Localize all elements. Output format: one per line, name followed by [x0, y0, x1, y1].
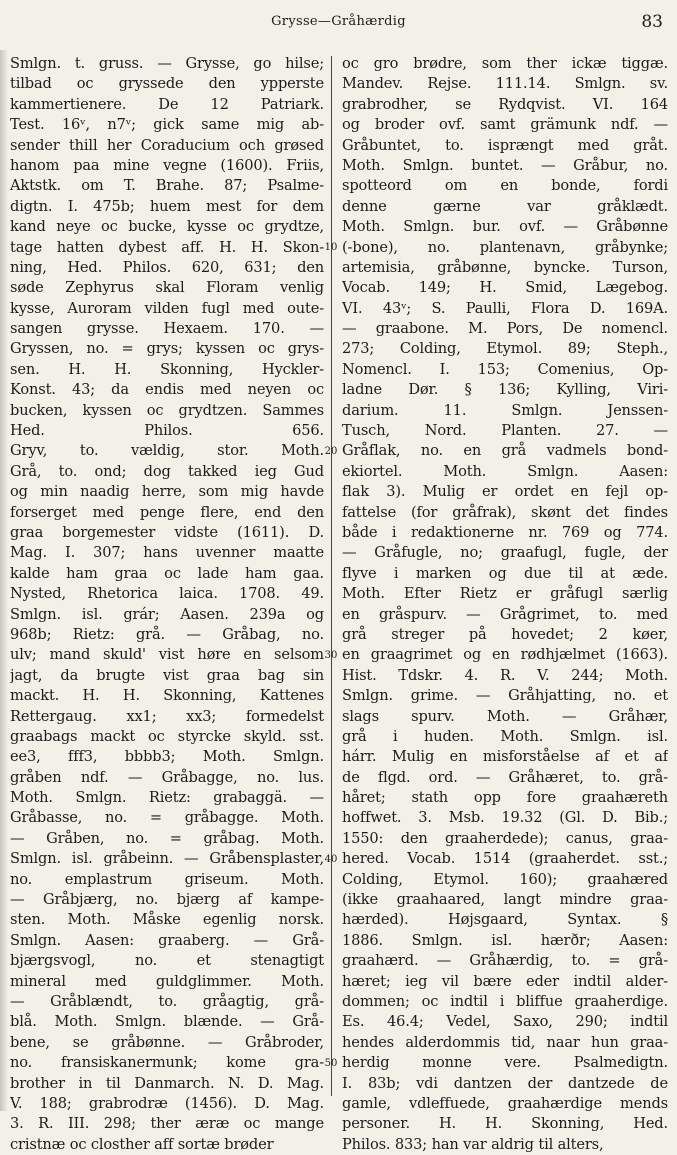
text-line: I. 83b; vdi dantzen der dantzede de: [342, 1074, 668, 1092]
text-line: Gråbasse, no. = gråbagge. Moth.: [10, 809, 324, 827]
text-line: Smlgn. grime. — Gråhjatting, no. et: [342, 687, 668, 705]
text-line: sender thill her Coraducium och grøsed: [10, 136, 324, 154]
text-line: Vocab. 149; H. Smid, Lægebog.: [342, 279, 668, 297]
page-header: [0, 8, 677, 38]
text-line: darium. 11. Smlgn. Jenssen-: [342, 401, 668, 419]
text-line: Moth. Smlgn. buntet. — Gråbur, no.: [342, 156, 668, 174]
text-line: sangen grysse. Hexaem. 170. —: [10, 320, 324, 338]
text-line: søde Zephyrus skal Floram venlig: [10, 279, 324, 297]
text-line: Gryssen, no. = grys; kyssen oc grys-: [10, 340, 324, 358]
running-head: Grysse—Gråhærdig: [271, 14, 406, 29]
text-line: Smlgn. t. gruss. — Grysse, go hilse;: [10, 55, 324, 72]
text-line: flyve i marken og due til at æde.: [342, 564, 668, 582]
text-line: 1550: den graaherdede); canus, graa-: [342, 829, 668, 847]
text-line: Nomencl. I. 153; Comenius, Op-: [342, 360, 668, 378]
text-line: Tusch, Nord. Planten. 27. —: [342, 422, 668, 440]
text-line: gamle, vdleffuede, graahærdige mends: [342, 1094, 668, 1112]
text-line: tage hatten dybest aff. H. H. Skon-: [10, 238, 324, 256]
text-line: ulv; mand skuld' vist høre en selsom: [10, 646, 324, 664]
text-line: no. emplastrum griseum. Moth.: [10, 870, 324, 888]
text-line: digtn. I. 475b; huem mest for dem: [10, 197, 324, 215]
text-line: forserget med penge flere, end den: [10, 503, 324, 521]
text-line: hendes alderdommis tid, naar hun graa-: [342, 1033, 668, 1051]
page-edge-shadow: [0, 50, 8, 1111]
text-line: spotteord om en bonde, fordi: [342, 177, 668, 195]
text-line: og min naadig herre, som mig havde: [10, 483, 324, 501]
text-line: oc gro brødre, som ther ickæ tiggæ.: [342, 55, 668, 72]
text-line: Rettergaug. xx1; xx3; formedelst: [10, 707, 324, 725]
text-line: Konst. 43; da endis med neyen oc: [10, 381, 324, 399]
text-line: hoffwet. 3. Msb. 19.32 (Gl. D. Bib.;: [342, 809, 668, 827]
text-line: Moth. Smlgn. Rietz: grabaggä. —: [10, 789, 324, 807]
right-column: [342, 54, 668, 1155]
text-line: hæret; ieg vil bære eder indtil alder-: [342, 972, 668, 990]
text-line: — Gråben, no. = gråbag. Moth.: [10, 829, 324, 847]
text-line: kammertienere. De 12 Patriark.: [10, 95, 324, 113]
text-line: sten. Moth. Måske egenlig norsk.: [10, 911, 324, 929]
text-line: grå streger på hovedet; 2 køer,: [342, 625, 668, 643]
text-line: Gråbuntet, to. isprængt med gråt.: [342, 136, 668, 154]
text-line: en graagrimet og en rødhjælmet (1663).: [342, 646, 668, 664]
left-column: [10, 54, 324, 1155]
column-rule: [331, 56, 332, 1096]
text-line: grabrodher, se Rydqvist. VI. 164: [342, 95, 668, 113]
text-line: Gråflak, no. en grå vadmels bond-: [342, 442, 668, 460]
text-line: graabags mackt oc styrcke skyld. sst.: [10, 727, 324, 745]
text-line: sen. H. H. Skonning, Hyckler-: [10, 360, 324, 378]
text-line: — graabone. M. Pors, De nomencl.: [342, 320, 668, 338]
text-line: Smlgn. Aasen: graaberg. — Grå-: [10, 931, 324, 949]
text-line: Moth. Smlgn. bur. ovf. — Gråbønne: [342, 218, 668, 236]
text-line: denne gærne var gråklædt.: [342, 197, 668, 215]
text-line: Mandev. Rejse. 111.14. Smlgn. sv.: [342, 75, 668, 93]
text-line: bjærgsvogl, no. et stenagtigt: [10, 952, 324, 970]
text-line: graa borgemester vidste (1611). D.: [10, 523, 324, 541]
line-number: 50: [324, 1057, 338, 1069]
text-line: Nysted, Rhetorica laica. 1708. 49.: [10, 585, 324, 603]
text-line: Test. 16ᵛ, n7ᵛ; gick same mig ab-: [10, 116, 324, 134]
text-line: no. fransiskanermunk; kome gra-: [10, 1054, 324, 1072]
text-line: (ikke graahaared, langt mindre graa-: [342, 891, 668, 909]
text-line: kysse, Auroram vilden fugl med oute-: [10, 299, 324, 317]
text-line: cristnæ oc closther aff sortæ brøder: [10, 1135, 274, 1153]
text-line: flak 3). Mulig er ordet en fejl op-: [342, 483, 668, 501]
line-number: 40: [324, 853, 338, 865]
text-line: hered. Vocab. 1514 (graaherdet. sst.;: [342, 850, 668, 868]
text-line: Grå, to. ond; dog takked ieg Gud: [10, 462, 324, 480]
text-line: ekiortel. Moth. Smlgn. Aasen:: [342, 462, 668, 480]
text-line: bene, se gråbønne. — Gråbroder,: [10, 1033, 324, 1051]
text-line: dommen; oc indtil i bliffue graaherdige.: [342, 992, 668, 1010]
text-line: både i redaktionerne nr. 769 og 774.: [342, 523, 668, 541]
text-line: Gryv, to. vældig, stor. Moth.: [10, 442, 324, 460]
text-line: blå. Moth. Smlgn. blænde. — Grå-: [10, 1013, 324, 1031]
text-line: en gråspurv. — Grågrimet, to. med: [342, 605, 668, 623]
text-line: Moth. Efter Rietz er gråfugl særlig: [342, 585, 668, 603]
text-line: de flgd. ord. — Gråhæret, to. grå-: [342, 768, 668, 786]
text-line: grå i huden. Moth. Smlgn. isl.: [342, 727, 668, 745]
text-line: Smlgn. isl. grár; Aasen. 239a og: [10, 605, 324, 623]
text-line: 273; Colding, Etymol. 89; Steph.,: [342, 340, 668, 358]
text-line: Mag. I. 307; hans uvenner maatte: [10, 544, 324, 562]
line-number: 20: [324, 445, 338, 457]
text-line: mackt. H. H. Skonning, Kattenes: [10, 687, 324, 705]
text-line: artemisia, gråbønne, byncke. Turson,: [342, 258, 668, 276]
text-line: Smlgn. isl. gråbeinn. — Gråbensplaster,: [10, 850, 324, 868]
text-line: kalde ham graa oc lade ham gaa.: [10, 564, 324, 582]
text-line: Colding, Etymol. 160); graahæred: [342, 870, 668, 888]
text-line: kand neye oc bucke, kysse oc grydtze,: [10, 218, 324, 236]
text-line: mineral med guldglimmer. Moth.: [10, 972, 324, 990]
text-line: og broder ovf. samt grämunk ndf. —: [342, 116, 668, 134]
text-line: 968b; Rietz: grå. — Gråbag, no.: [10, 625, 324, 643]
text-line: Philos. 833; han var aldrig til alters,: [342, 1135, 604, 1153]
text-line: — Gråfugle, no; graafugl, fugle, der: [342, 544, 668, 562]
text-line: — Gråbjærg, no. bjærg af kampe-: [10, 891, 324, 909]
text-line: hærded). Højsgaard, Syntax. §: [342, 911, 668, 929]
text-line: Hist. Tdskr. 4. R. V. 244; Moth.: [342, 666, 668, 684]
text-line: tilbad oc gryssede den ypperste: [10, 75, 324, 93]
text-line: brother in til Danmarch. N. D. Mag.: [10, 1074, 324, 1092]
line-number: 30: [324, 649, 338, 661]
text-line: jagt, da brugte vist graa bag sin: [10, 666, 324, 684]
text-line: bucken, kyssen oc grydtzen. Sammes: [10, 401, 324, 419]
text-line: — Gråblændt, to. gråagtig, grå-: [10, 992, 324, 1010]
text-line: ee3, fff3, bbbb3; Moth. Smlgn.: [10, 748, 324, 766]
text-line: håret; stath opp fore graahæreth: [342, 789, 668, 807]
text-line: hárr. Mulig en misforståelse af et af: [342, 748, 668, 766]
text-line: fattelse (for gråfrak), skønt det findes: [342, 503, 668, 521]
text-line: VI. 43ᵛ; S. Paulli, Flora D. 169A.: [342, 299, 668, 317]
text-line: Es. 46.4; Vedel, Saxo, 290; indtil: [342, 1013, 668, 1031]
text-line: gråben ndf. — Gråbagge, no. lus.: [10, 768, 324, 786]
text-line: V. 188; grabrodræ (1456). D. Mag.: [10, 1094, 324, 1112]
text-line: ning, Hed. Philos. 620, 631; den: [10, 258, 324, 276]
text-line: hanom paa mine vegne (1600). Friis,: [10, 156, 324, 174]
text-line: herdig monne vere. Psalmedigtn.: [342, 1054, 668, 1072]
text-line: graahærd. — Gråhærdig, to. = grå-: [342, 952, 668, 970]
text-line: ladne Dør. § 136; Kylling, Viri-: [342, 381, 668, 399]
text-line: personer. H. H. Skonning, Hed.: [342, 1115, 668, 1133]
text-line: Hed. Philos. 656.: [10, 422, 324, 440]
line-number: 10: [324, 241, 338, 253]
page-number: 83: [641, 12, 663, 32]
text-line: 3. R. III. 298; ther æræ oc mange: [10, 1115, 324, 1133]
text-line: 1886. Smlgn. isl. hærðr; Aasen:: [342, 931, 668, 949]
text-line: Aktstk. om T. Brahe. 87; Psalme-: [10, 177, 324, 195]
text-line: slags spurv. Moth. — Gråhær,: [342, 707, 668, 725]
text-line: (-bone), no. plantenavn, gråbynke;: [342, 238, 668, 256]
